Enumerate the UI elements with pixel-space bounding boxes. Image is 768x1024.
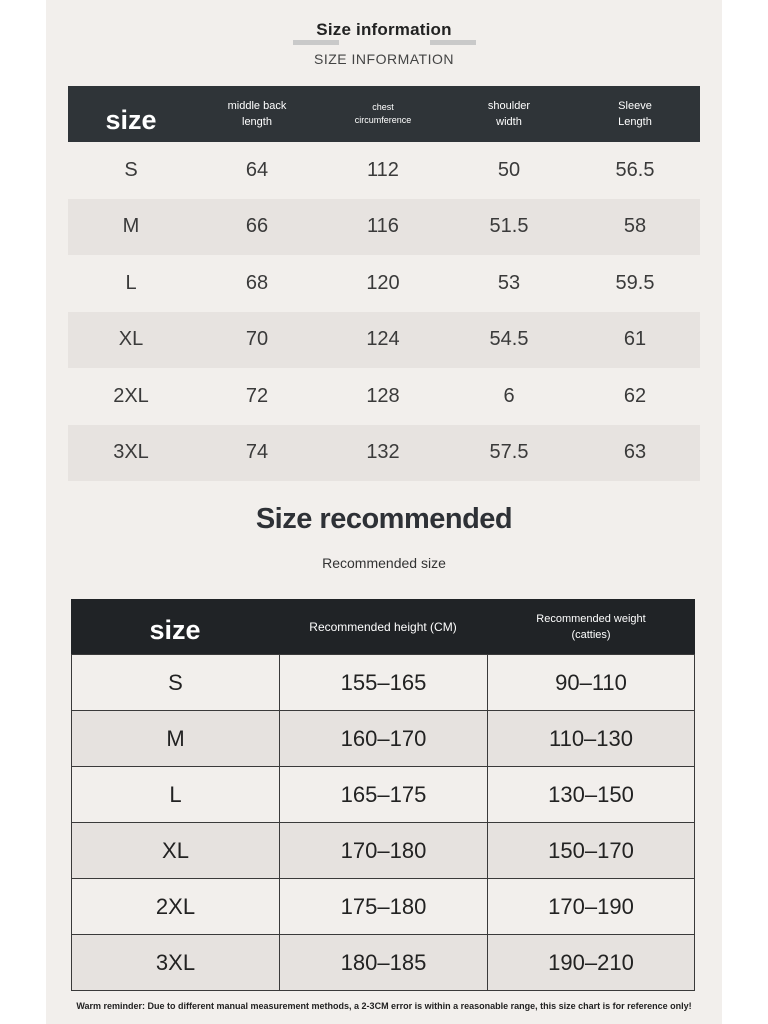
cell-chest: 116 [367, 215, 399, 238]
cell-size: 2XL [113, 384, 149, 407]
title-decor-bar-left [293, 40, 339, 45]
table-row [71, 879, 695, 935]
cell-height: 155–165 [279, 655, 487, 710]
cell-weight: 150–170 [487, 823, 695, 878]
right-margin [722, 0, 768, 1024]
header-line: Length [618, 116, 652, 128]
table-row [71, 711, 695, 767]
header-sleeve-length [572, 98, 698, 130]
cell-height: 170–180 [279, 823, 487, 878]
header-recommended-height: Recommended height (CM) [309, 619, 457, 634]
cell-height: 180–185 [279, 935, 487, 990]
cell-size: L [71, 767, 279, 822]
cell-size: 3XL [113, 441, 149, 464]
cell-size: XL [71, 823, 279, 878]
warm-reminder-footer: Warm reminder: Due to different manual measurement methods, a 2-3CM error is within a reasonable range, this size chart is for reference only! [76, 1001, 692, 1011]
cell-weight: 90–110 [487, 655, 695, 710]
cell-back-length: 68 [245, 271, 269, 294]
left-margin [0, 0, 46, 1024]
cell-sleeve: 59.5 [615, 271, 655, 294]
cell-shoulder: 51.5 [489, 215, 529, 238]
cell-size: 2XL [71, 879, 279, 934]
header-middle-back-length [194, 98, 320, 130]
cell-chest: 112 [367, 158, 399, 181]
header-chest-circumference [320, 101, 446, 127]
header-size: size [149, 615, 201, 645]
size-recommended-table [71, 599, 695, 991]
cell-weight: 190–210 [487, 935, 695, 990]
cell-shoulder: 6 [503, 384, 515, 407]
header-line: chest [372, 102, 394, 112]
cell-size: M [122, 215, 140, 238]
cell-back-length: 72 [245, 384, 269, 407]
cell-height: 160–170 [279, 711, 487, 766]
header-line: Sleeve [618, 100, 652, 112]
header-line: middle back [227, 100, 287, 112]
header-line: (catties) [571, 628, 611, 641]
size-information-subtitle: SIZE INFORMATION [314, 51, 454, 67]
header-line: Recommended weight [536, 612, 646, 625]
size-information-table [68, 86, 700, 481]
header-line: circumference [354, 115, 412, 125]
cell-back-length: 74 [245, 441, 269, 464]
cell-sleeve: 63 [623, 441, 647, 464]
cell-shoulder: 53 [497, 271, 521, 294]
table-body [71, 654, 695, 991]
cell-sleeve: 61 [623, 328, 647, 351]
title-decor-bar-right [430, 40, 476, 45]
table-row [71, 823, 695, 879]
cell-chest: 120 [366, 271, 400, 294]
cell-sleeve: 58 [623, 215, 647, 238]
cell-chest: 124 [366, 328, 400, 351]
cell-weight: 170–190 [487, 879, 695, 934]
size-information-title: Size information [316, 20, 452, 39]
table-row [71, 767, 695, 823]
cell-size: L [125, 271, 137, 294]
size-chart-page [46, 0, 722, 1024]
table-header [68, 86, 700, 142]
header-line: length [242, 116, 272, 128]
header-size: size [105, 105, 157, 135]
header-line: shoulder [487, 100, 531, 112]
cell-chest: 132 [366, 441, 400, 464]
cell-size: S [71, 655, 279, 710]
cell-back-length: 70 [245, 328, 269, 351]
table-row [71, 935, 695, 991]
header-shoulder-width [446, 98, 572, 130]
table-header [71, 599, 695, 654]
cell-size: XL [118, 328, 144, 351]
cell-back-length: 66 [245, 215, 269, 238]
size-recommended-title: Size recommended [255, 503, 513, 535]
cell-height: 165–175 [279, 767, 487, 822]
header-line: width [496, 116, 522, 128]
table-row [68, 425, 700, 482]
table-row [68, 255, 700, 312]
cell-shoulder: 50 [497, 158, 521, 181]
cell-shoulder: 54.5 [489, 328, 529, 351]
table-row [68, 368, 700, 425]
cell-chest: 128 [366, 384, 400, 407]
table-row [68, 199, 700, 256]
size-recommended-subtitle: Recommended size [322, 555, 446, 571]
cell-sleeve: 56.5 [615, 158, 655, 181]
table-row [68, 312, 700, 369]
cell-back-length: 64 [245, 158, 269, 181]
table-row [68, 142, 700, 199]
cell-size: M [71, 711, 279, 766]
cell-sleeve: 62 [623, 384, 647, 407]
cell-height: 175–180 [279, 879, 487, 934]
header-recommended-weight [487, 611, 695, 643]
cell-weight: 110–130 [487, 711, 695, 766]
cell-shoulder: 57.5 [489, 441, 529, 464]
cell-weight: 130–150 [487, 767, 695, 822]
table-row [71, 655, 695, 711]
cell-size: 3XL [71, 935, 279, 990]
cell-size: S [124, 158, 138, 181]
